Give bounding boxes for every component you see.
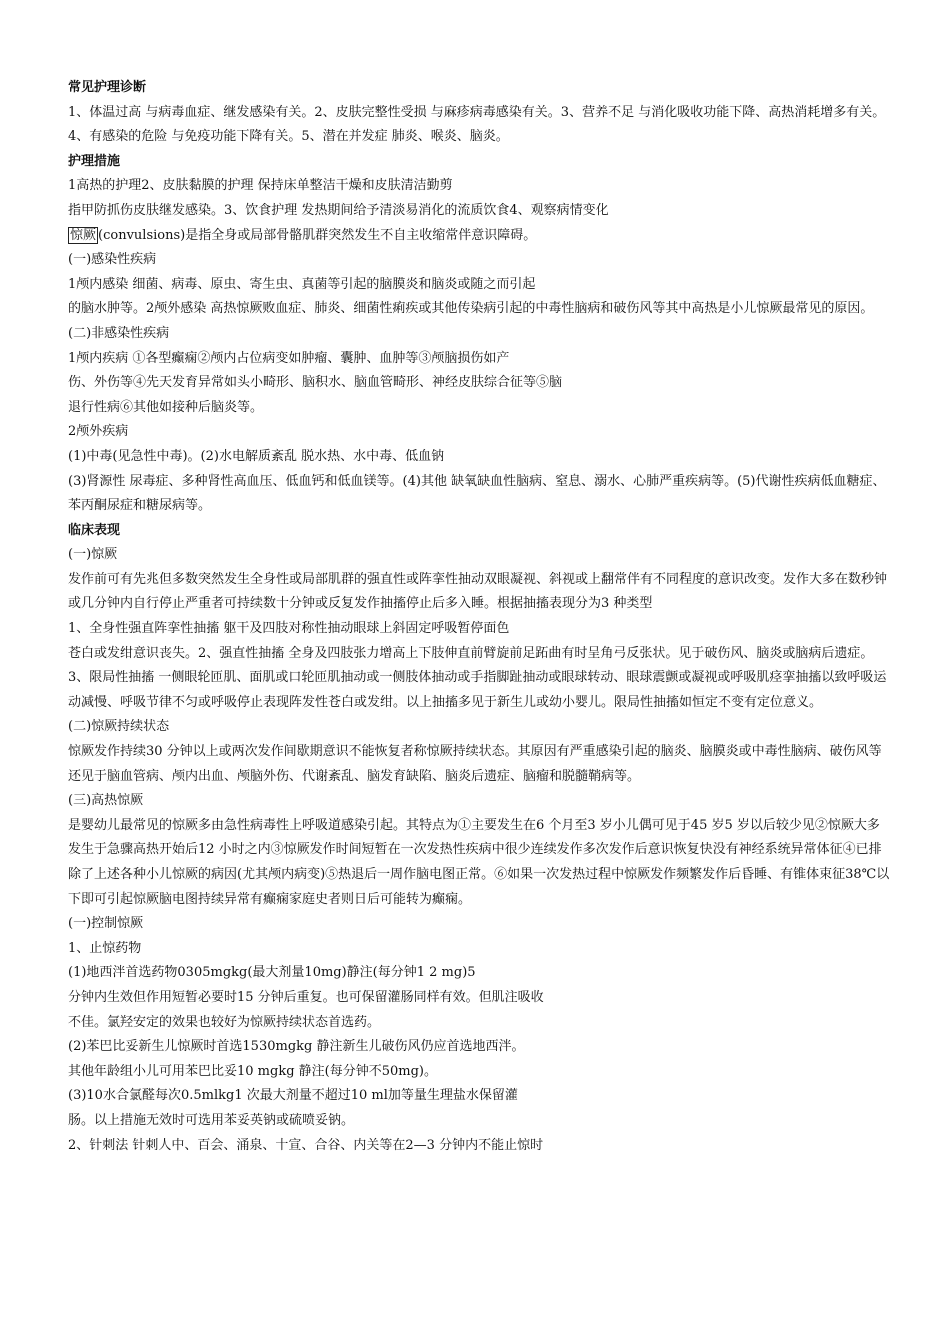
heading-nursing-diagnosis: 常见护理诊断 — [68, 80, 147, 95]
control-line-1: 1、止惊药物 — [68, 940, 142, 956]
convulsion-definition — [68, 224, 890, 249]
febrile-seizure-title: (三)高热惊厥 — [68, 793, 144, 809]
section-infectious-title: (一)感染性疾病 — [68, 252, 157, 268]
control-line-9: 2、针刺法 针刺人中、百会、涌泉、十宣、合谷、内关等在2—3 分钟内不能止惊时 — [68, 1137, 544, 1153]
heading-clinical: 临床表现 — [68, 522, 121, 538]
diagnosis-paragraph: 1、体温过高 与病毒血症、继发感染有关。2、皮肤完整性受损 与麻疹病毒感染有关。3、营养不足 与消化吸收功能下降、高热消耗增多有关。4、有感染的危险 与免疫功能下降有关。5、潜在并发症 肺炎、喉炎、脑炎。 — [68, 104, 886, 145]
status-epilepticus-paragraph: 惊厥发作持续30 分钟以上或两次发作间歇期意识不能恢复者称惊厥持续状态。其原因有严重感染引起的脑炎、脑膜炎或中毒性脑病、破伤风等还见于脑血管病、颅内出血、颅脑外伤、代谢紊乱、脑发育缺陷、脑炎后遗症、脑瘤和脱髓鞘病等。 — [68, 744, 882, 784]
section-noninfectious-title: (二)非感染性疾病 — [68, 325, 170, 341]
control-line-4: 不佳。氯羟安定的效果也较好为惊厥持续状态首选药。 — [68, 1014, 381, 1030]
heading-nursing-measures: 护理措施 — [68, 153, 121, 169]
control-line-3: 分钟内生效但作用短暂必要时15 分钟后重复。也可保留灌肠同样有效。但肌注吸收 — [68, 989, 544, 1005]
clinical-convulsion-title: (一)惊厥 — [68, 547, 118, 563]
status-epilepticus-title: (二)惊厥持续状态 — [68, 719, 170, 735]
noninfectious-line-3: 退行性病⑥其他如接种后脑炎等。 — [68, 399, 264, 415]
control-line-6: 其他年龄组小儿可用苯巴比妥10 mgkg 静注(每分钟不50mg)。 — [68, 1063, 437, 1079]
clinical-paragraph-1: 发作前可有先兆但多数突然发生全身性或局部肌群的强直性或阵挛性抽动双眼凝视、斜视或上翻常伴有不同程度的意识改变。发作大多在数秒钟或几分钟内自行停止严重者可持续数十分钟或反复发作抽搐停止后多入睡。根据抽搐表现分为3 种类型 — [68, 571, 888, 612]
noninfectious-line-2: 伤、外伤等④先天发育异常如头小畸形、脑积水、脑血管畸形、神经皮肤综合征等⑤脑 — [68, 375, 563, 391]
measures-line-1: 1高热的护理2、皮肤黏膜的护理 保持床单整洁干燥和皮肤清洁勤剪 — [68, 178, 453, 194]
control-line-8: 肠。以上措施无效时可选用苯妥英钠或硫喷妥钠。 — [68, 1112, 355, 1128]
control-line-2: (1)地西泮首选药物0305mgkg(最大剂量10mg)静注(每分钟1 2 mg)5 — [68, 965, 476, 981]
febrile-seizure-paragraph: 是婴幼儿最常见的惊厥多由急性病毒性上呼吸道感染引起。其特点为①主要发生在6 个月至3 岁小儿偶可见于45 岁5 岁以后较少见②惊厥大多发生于急骤高热开始后12 小时之内③惊厥发作时间短暂在一次发热性疾病中很少连续发作多次发作后意识恢复快没有神经系统异常体征④已排除了上述各种小儿惊厥的病因(尤其颅内病变)⑤热退后一周作脑电图正常。⑥如果一次发热过程中惊厥发作频繁发作后昏睡、有锥体束征38℃以下即可引起惊厥脑电图持续异常有癫痫家庭史者则日后可能转为癫痫。 — [68, 817, 890, 907]
control-line-7: (3)10水合氯醛每次0.5mlkg1 次最大剂量不超过10 ml加等量生理盐水保留灌 — [68, 1088, 518, 1104]
infectious-line-1: 1颅内感染 细菌、病毒、原虫、寄生虫、真菌等引起的脑膜炎和脑炎或随之而引起 — [68, 276, 536, 292]
control-title: (一)控制惊厥 — [68, 916, 144, 932]
clinical-paragraph-3: 苍白或发绀意识丧失。2、强直性抽搐 全身及四肢张力增高上下肢伸直前臂旋前足跖曲有时呈角弓反张状。见于破伤风、脑炎或脑病后遗症。3、限局性抽搐 一侧眼轮匝肌、面肌或口轮匝肌抽动或一侧肢体抽动或手指脚趾抽动或眼球转动、眼球震颤或凝视或呼吸肌痉挛抽搐以致呼吸运动减慢、呼吸节律不匀或呼吸停止表现阵发性苍白或发绀。以上抽搐多见于新生儿或幼小婴儿。限局性抽搐如恒定不变有定位意义。 — [68, 645, 887, 710]
clinical-line-2: 1、全身性强直阵挛性抽搐 躯干及四肢对称性抽动眼球上斜固定呼吸暂停面色 — [68, 621, 510, 637]
extracranial-line-1: (1)中毒(见急性中毒)。(2)水电解质紊乱 脱水热、水中毒、低血钠 — [68, 448, 445, 464]
extracranial-paragraph-2: (3)肾源性 尿毒症、多种肾性高血压、低血钙和低血镁等。(4)其他 缺氧缺血性脑病、窒息、溺水、心肺严重疾病等。(5)代谢性疾病低血糖症、苯丙酮尿症和糖尿病等。 — [68, 473, 886, 514]
noninfectious-line-1: 1颅内疾病 ①各型癫痫②颅内占位病变如肿瘤、囊肿、血肿等③颅脑损伤如产 — [68, 350, 510, 366]
definition-text: (convulsions)是指全身或局部骨骼肌群突然发生不自主收缩常伴意识障碍。 — [98, 227, 537, 243]
control-line-5: (2)苯巴比妥新生儿惊厥时首选1530mgkg 静注新生儿破伤风仍应首选地西泮。 — [68, 1039, 525, 1055]
infectious-paragraph-2: 的脑水肿等。2颅外感染 高热惊厥败血症、肺炎、细菌性痢疾或其他传染病引起的中毒性脑病和破伤风等其中高热是小儿惊厥最常见的原因。 — [68, 301, 874, 317]
boxed-term: 惊厥 — [70, 227, 97, 243]
measures-line-2: 指甲防抓伤皮肤继发感染。3、饮食护理 发热期间给予清淡易消化的流质饮食4、观察病情变化 — [68, 202, 609, 218]
extracranial-title: 2颅外疾病 — [68, 424, 129, 440]
